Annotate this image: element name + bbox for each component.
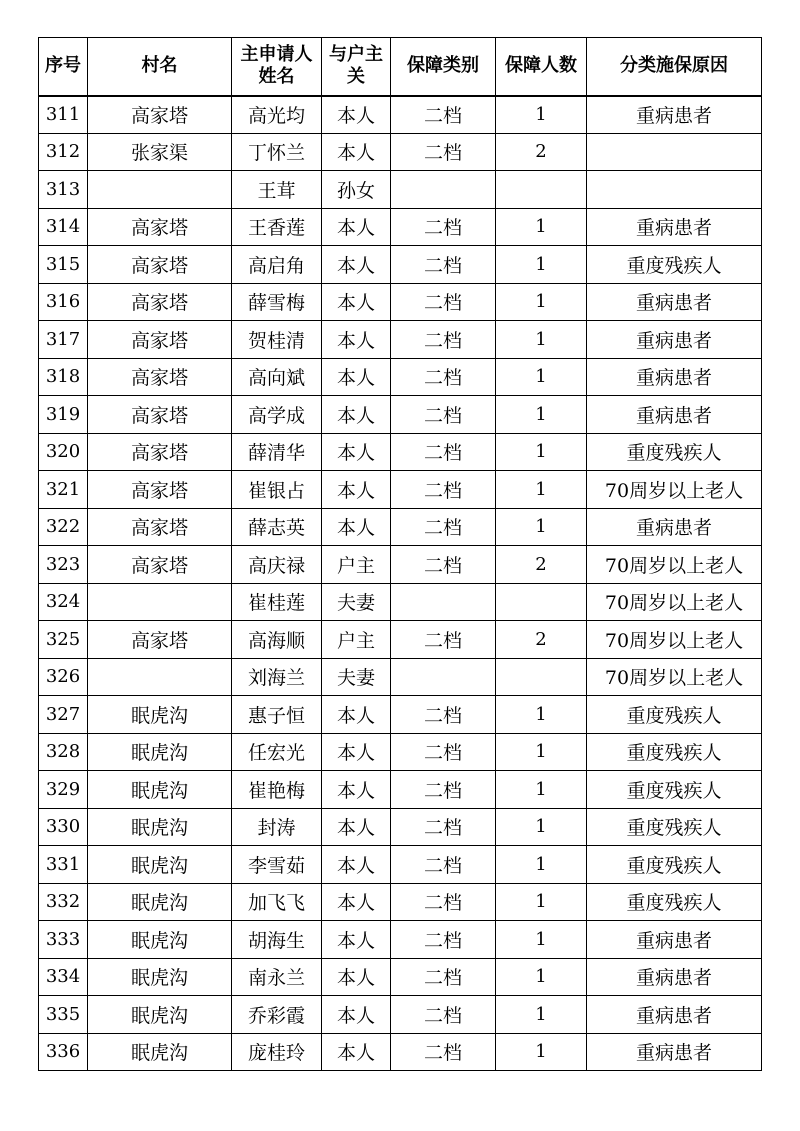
cell-count: 1 <box>496 246 587 284</box>
cell-village <box>88 658 232 696</box>
cell-reason: 重病患者 <box>587 321 762 359</box>
cell-category: 二档 <box>391 883 496 921</box>
cell-village: 高家塔 <box>88 96 232 134</box>
cell-applicant-name: 高学成 <box>232 396 322 434</box>
cell-reason: 重病患者 <box>587 96 762 134</box>
header-relation: 与户主关 <box>322 38 391 96</box>
cell-seq: 335 <box>39 996 88 1034</box>
cell-category: 二档 <box>391 621 496 659</box>
cell-reason: 重度残疾人 <box>587 808 762 846</box>
cell-category: 二档 <box>391 246 496 284</box>
header-applicant: 主申请人姓名 <box>232 38 322 96</box>
cell-count: 2 <box>496 546 587 584</box>
cell-reason: 重度残疾人 <box>587 733 762 771</box>
header-row <box>39 38 762 96</box>
cell-relation: 本人 <box>322 508 391 546</box>
cell-category <box>391 658 496 696</box>
cell-category: 二档 <box>391 433 496 471</box>
table-body <box>39 96 762 1071</box>
cell-applicant-name: 崔银占 <box>232 471 322 509</box>
cell-category: 二档 <box>391 471 496 509</box>
cell-count: 1 <box>496 96 587 134</box>
cell-applicant-name: 高向斌 <box>232 358 322 396</box>
cell-seq: 322 <box>39 508 88 546</box>
cell-applicant-name: 高启角 <box>232 246 322 284</box>
cell-reason: 重度残疾人 <box>587 696 762 734</box>
cell-category: 二档 <box>391 733 496 771</box>
cell-applicant-name: 薛志英 <box>232 508 322 546</box>
cell-applicant-name: 王香莲 <box>232 208 322 246</box>
cell-category: 二档 <box>391 133 496 171</box>
cell-relation: 本人 <box>322 396 391 434</box>
cell-relation: 本人 <box>322 96 391 134</box>
cell-applicant-name: 薛清华 <box>232 433 322 471</box>
cell-reason: 70周岁以上老人 <box>587 658 762 696</box>
table-row <box>39 808 762 846</box>
cell-count: 1 <box>496 283 587 321</box>
cell-seq: 313 <box>39 171 88 209</box>
cell-count: 1 <box>496 846 587 884</box>
cell-count: 1 <box>496 358 587 396</box>
table-row <box>39 471 762 509</box>
cell-relation: 夫妻 <box>322 583 391 621</box>
cell-applicant-name: 高海顺 <box>232 621 322 659</box>
cell-seq: 326 <box>39 658 88 696</box>
cell-seq: 317 <box>39 321 88 359</box>
cell-seq: 334 <box>39 958 88 996</box>
cell-seq: 316 <box>39 283 88 321</box>
cell-relation: 户主 <box>322 546 391 584</box>
cell-category: 二档 <box>391 208 496 246</box>
header-count: 保障人数 <box>496 38 587 96</box>
table-row <box>39 658 762 696</box>
cell-category: 二档 <box>391 846 496 884</box>
cell-category: 二档 <box>391 921 496 959</box>
cell-village: 眠虎沟 <box>88 958 232 996</box>
table-row <box>39 246 762 284</box>
cell-count <box>496 583 587 621</box>
table-row <box>39 583 762 621</box>
table-row <box>39 283 762 321</box>
cell-applicant-name: 高光均 <box>232 96 322 134</box>
cell-count: 1 <box>496 696 587 734</box>
cell-relation: 本人 <box>322 246 391 284</box>
cell-count: 1 <box>496 208 587 246</box>
cell-relation: 本人 <box>322 471 391 509</box>
cell-seq: 332 <box>39 883 88 921</box>
cell-village: 眠虎沟 <box>88 921 232 959</box>
cell-reason: 重病患者 <box>587 996 762 1034</box>
cell-category: 二档 <box>391 283 496 321</box>
table-row <box>39 171 762 209</box>
cell-village: 眠虎沟 <box>88 771 232 809</box>
cell-count: 1 <box>496 958 587 996</box>
cell-reason: 70周岁以上老人 <box>587 546 762 584</box>
cell-relation: 本人 <box>322 696 391 734</box>
cell-reason: 重病患者 <box>587 283 762 321</box>
table-row <box>39 883 762 921</box>
cell-village: 眠虎沟 <box>88 996 232 1034</box>
table-row <box>39 621 762 659</box>
cell-relation: 本人 <box>322 771 391 809</box>
cell-applicant-name: 封涛 <box>232 808 322 846</box>
cell-reason: 70周岁以上老人 <box>587 621 762 659</box>
cell-village <box>88 171 232 209</box>
cell-category: 二档 <box>391 358 496 396</box>
cell-village: 高家塔 <box>88 621 232 659</box>
table-row <box>39 921 762 959</box>
cell-applicant-name: 崔桂莲 <box>232 583 322 621</box>
cell-category: 二档 <box>391 546 496 584</box>
cell-count <box>496 171 587 209</box>
cell-applicant-name: 庞桂玲 <box>232 1033 322 1071</box>
table-row <box>39 696 762 734</box>
cell-count: 1 <box>496 433 587 471</box>
cell-relation: 本人 <box>322 808 391 846</box>
cell-village: 眠虎沟 <box>88 733 232 771</box>
cell-count: 2 <box>496 133 587 171</box>
cell-village: 眠虎沟 <box>88 883 232 921</box>
table-row <box>39 996 762 1034</box>
cell-category: 二档 <box>391 808 496 846</box>
cell-applicant-name: 贺桂清 <box>232 321 322 359</box>
cell-category: 二档 <box>391 396 496 434</box>
cell-relation: 本人 <box>322 208 391 246</box>
header-reason: 分类施保原因 <box>587 38 762 96</box>
table-row <box>39 133 762 171</box>
cell-village: 高家塔 <box>88 283 232 321</box>
cell-relation: 本人 <box>322 433 391 471</box>
cell-applicant-name: 王茸 <box>232 171 322 209</box>
cell-relation: 本人 <box>322 283 391 321</box>
cell-relation: 本人 <box>322 921 391 959</box>
cell-reason: 70周岁以上老人 <box>587 471 762 509</box>
cell-seq: 331 <box>39 846 88 884</box>
cell-reason: 70周岁以上老人 <box>587 583 762 621</box>
header-village: 村名 <box>88 38 232 96</box>
cell-count: 1 <box>496 771 587 809</box>
cell-relation: 本人 <box>322 733 391 771</box>
cell-village <box>88 583 232 621</box>
cell-seq: 312 <box>39 133 88 171</box>
cell-applicant-name: 薛雪梅 <box>232 283 322 321</box>
table-row <box>39 958 762 996</box>
cell-village: 高家塔 <box>88 321 232 359</box>
cell-count: 1 <box>496 733 587 771</box>
cell-category: 二档 <box>391 321 496 359</box>
cell-relation: 本人 <box>322 321 391 359</box>
cell-reason: 重度残疾人 <box>587 846 762 884</box>
cell-village: 高家塔 <box>88 471 232 509</box>
table-row <box>39 208 762 246</box>
cell-village: 高家塔 <box>88 246 232 284</box>
cell-village: 高家塔 <box>88 358 232 396</box>
cell-applicant-name: 丁怀兰 <box>232 133 322 171</box>
table-row <box>39 508 762 546</box>
cell-village: 眠虎沟 <box>88 808 232 846</box>
table-row <box>39 771 762 809</box>
table-row <box>39 433 762 471</box>
cell-relation: 孙女 <box>322 171 391 209</box>
header-seq: 序号 <box>39 38 88 96</box>
cell-count: 2 <box>496 621 587 659</box>
cell-seq: 315 <box>39 246 88 284</box>
cell-count: 1 <box>496 883 587 921</box>
cell-applicant-name: 加飞飞 <box>232 883 322 921</box>
header-category: 保障类别 <box>391 38 496 96</box>
cell-seq: 314 <box>39 208 88 246</box>
cell-category <box>391 171 496 209</box>
cell-count: 1 <box>496 396 587 434</box>
cell-category: 二档 <box>391 996 496 1034</box>
cell-seq: 328 <box>39 733 88 771</box>
cell-applicant-name: 李雪茹 <box>232 846 322 884</box>
cell-village: 眠虎沟 <box>88 696 232 734</box>
cell-applicant-name: 刘海兰 <box>232 658 322 696</box>
cell-applicant-name: 胡海生 <box>232 921 322 959</box>
cell-relation: 本人 <box>322 358 391 396</box>
cell-relation: 本人 <box>322 133 391 171</box>
cell-relation: 本人 <box>322 958 391 996</box>
cell-seq: 319 <box>39 396 88 434</box>
cell-reason: 重度残疾人 <box>587 883 762 921</box>
cell-seq: 324 <box>39 583 88 621</box>
cell-applicant-name: 惠子恒 <box>232 696 322 734</box>
cell-village: 高家塔 <box>88 433 232 471</box>
cell-relation: 夫妻 <box>322 658 391 696</box>
cell-reason: 重病患者 <box>587 1033 762 1071</box>
cell-seq: 318 <box>39 358 88 396</box>
cell-seq: 325 <box>39 621 88 659</box>
cell-count: 1 <box>496 921 587 959</box>
cell-seq: 329 <box>39 771 88 809</box>
cell-village: 高家塔 <box>88 208 232 246</box>
cell-reason: 重病患者 <box>587 921 762 959</box>
table-row <box>39 733 762 771</box>
cell-category: 二档 <box>391 696 496 734</box>
cell-count: 1 <box>496 508 587 546</box>
table-row <box>39 358 762 396</box>
cell-relation: 户主 <box>322 621 391 659</box>
cell-count: 1 <box>496 1033 587 1071</box>
cell-relation: 本人 <box>322 846 391 884</box>
cell-village: 高家塔 <box>88 546 232 584</box>
cell-seq: 336 <box>39 1033 88 1071</box>
cell-applicant-name: 崔艳梅 <box>232 771 322 809</box>
cell-category: 二档 <box>391 958 496 996</box>
table-row <box>39 1033 762 1071</box>
cell-count: 1 <box>496 321 587 359</box>
cell-seq: 333 <box>39 921 88 959</box>
cell-reason: 重病患者 <box>587 508 762 546</box>
cell-reason: 重病患者 <box>587 396 762 434</box>
table-row <box>39 846 762 884</box>
table-row <box>39 96 762 134</box>
cell-category: 二档 <box>391 1033 496 1071</box>
cell-category <box>391 583 496 621</box>
cell-relation: 本人 <box>322 996 391 1034</box>
cell-reason: 重度残疾人 <box>587 246 762 284</box>
cell-category: 二档 <box>391 96 496 134</box>
cell-applicant-name: 南永兰 <box>232 958 322 996</box>
table-row <box>39 546 762 584</box>
cell-reason: 重病患者 <box>587 208 762 246</box>
cell-seq: 311 <box>39 96 88 134</box>
cell-village: 高家塔 <box>88 508 232 546</box>
cell-applicant-name: 任宏光 <box>232 733 322 771</box>
cell-reason: 重病患者 <box>587 358 762 396</box>
cell-category: 二档 <box>391 508 496 546</box>
cell-seq: 323 <box>39 546 88 584</box>
assistance-roster-table <box>38 37 762 1071</box>
cell-reason: 重度残疾人 <box>587 433 762 471</box>
table-row <box>39 396 762 434</box>
cell-reason <box>587 171 762 209</box>
cell-seq: 327 <box>39 696 88 734</box>
cell-count: 1 <box>496 808 587 846</box>
cell-reason: 重病患者 <box>587 958 762 996</box>
cell-village: 眠虎沟 <box>88 1033 232 1071</box>
cell-reason <box>587 133 762 171</box>
cell-relation: 本人 <box>322 883 391 921</box>
cell-count <box>496 658 587 696</box>
cell-village: 张家渠 <box>88 133 232 171</box>
cell-count: 1 <box>496 996 587 1034</box>
cell-count: 1 <box>496 471 587 509</box>
table-row <box>39 321 762 359</box>
cell-village: 高家塔 <box>88 396 232 434</box>
cell-seq: 320 <box>39 433 88 471</box>
cell-applicant-name: 乔彩霞 <box>232 996 322 1034</box>
cell-seq: 321 <box>39 471 88 509</box>
cell-seq: 330 <box>39 808 88 846</box>
cell-applicant-name: 高庆禄 <box>232 546 322 584</box>
cell-category: 二档 <box>391 771 496 809</box>
cell-reason: 重度残疾人 <box>587 771 762 809</box>
cell-village: 眠虎沟 <box>88 846 232 884</box>
cell-relation: 本人 <box>322 1033 391 1071</box>
